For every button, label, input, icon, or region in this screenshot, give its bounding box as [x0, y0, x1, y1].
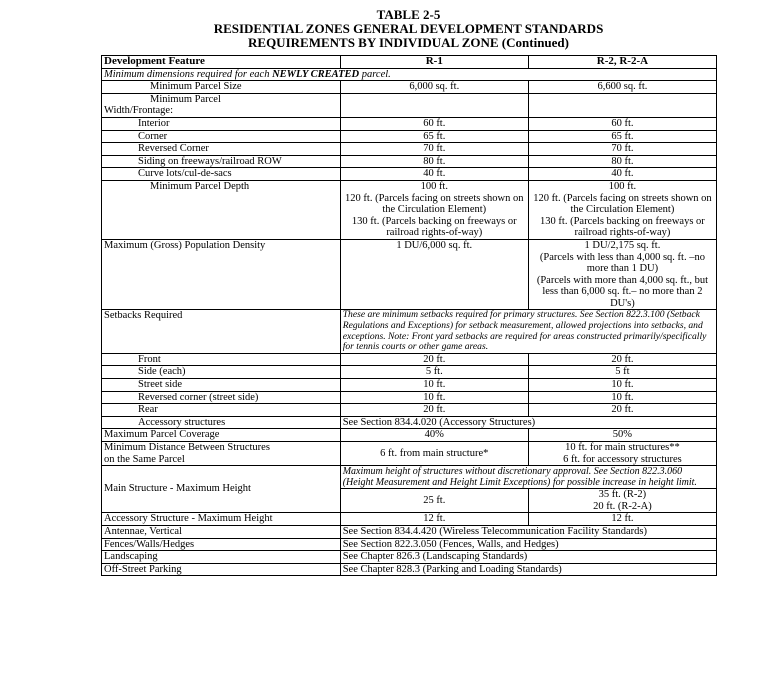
table-row: Street side 10 ft. 10 ft.	[102, 379, 717, 392]
setbacks-label: Setbacks Required	[102, 310, 341, 353]
parking-label: Off-Street Parking	[102, 563, 341, 576]
table-row: Reversed corner (street side) 10 ft. 10 ft.	[102, 391, 717, 404]
depth-r1: 100 ft. 120 ft. (Parcels facing on streets shown on the Circulation Element) 130 ft. (Parcels backing on freeways or railroad rights-of-way)	[340, 180, 528, 239]
main-height-note: Maximum height of structures without discretionary approval. See Section 822.3.060 (Height Measurement and Height Limit Exceptions) for possible increase in height limit.	[340, 466, 716, 489]
parking-value: See Chapter 828.3 (Parking and Loading Standards)	[340, 563, 716, 576]
landscaping-value: See Chapter 826.3 (Landscaping Standards)	[340, 551, 716, 564]
table-row: Curve lots/cul-de-sacs 40 ft. 40 ft.	[102, 168, 717, 181]
header-r1: R-1	[340, 56, 528, 69]
accessory-label: Accessory structures	[102, 416, 341, 429]
table-title	[100, 8, 717, 50]
antennae-value: See Section 834.4.420 (Wireless Telecommunication Facility Standards)	[340, 525, 716, 538]
depth-label: Minimum Parcel Depth	[102, 180, 341, 239]
table-row	[102, 538, 717, 551]
table-row: Rear 20 ft. 20 ft.	[102, 404, 717, 417]
acc-height-r2: 12 ft.	[528, 513, 716, 526]
accessory-value: See Section 834.4.020 (Accessory Structures)	[340, 416, 716, 429]
fences-value: See Section 822.3.050 (Fences, Walls, and Hedges)	[340, 538, 716, 551]
min-dims-row	[102, 68, 717, 81]
parcel-size-label: Minimum Parcel Size	[102, 81, 341, 94]
distance-r1: 6 ft. from main structure*	[340, 442, 528, 466]
main-height-r1: 25 ft.	[340, 489, 528, 513]
header-feature: Development Feature	[102, 56, 341, 69]
table-row	[102, 466, 717, 489]
header-r2: R-2, R-2-A	[528, 56, 716, 69]
coverage-r2: 50%	[528, 429, 716, 442]
header-row	[102, 56, 717, 69]
width-label: Interior	[102, 117, 341, 130]
title-line-1: TABLE 2-5	[376, 7, 441, 22]
density-r1: 1 DU/6,000 sq. ft.	[340, 239, 528, 310]
table-row	[102, 180, 717, 239]
coverage-label: Maximum Parcel Coverage	[102, 429, 341, 442]
table-row	[102, 563, 717, 576]
depth-r2: 100 ft. 120 ft. (Parcels facing on streets shown on the Circulation Element) 130 ft. (Parcels backing on freeways or railroad rights-of-way)	[528, 180, 716, 239]
distance-label: Minimum Distance Between Structures on the Same Parcel	[102, 442, 341, 466]
table-row	[102, 81, 717, 94]
table-row: Front 20 ft. 20 ft.	[102, 353, 717, 366]
acc-height-label: Accessory Structure - Maximum Height	[102, 513, 341, 526]
table-row	[102, 442, 717, 466]
fences-label: Fences/Walls/Hedges	[102, 538, 341, 551]
density-label: Maximum (Gross) Population Density	[102, 239, 341, 310]
table-row: Siding on freeways/railroad ROW 80 ft. 80 ft.	[102, 155, 717, 168]
parcel-size-r2: 6,600 sq. ft.	[528, 81, 716, 94]
title-line-3: REQUIREMENTS BY INDIVIDUAL ZONE (Continued)	[248, 35, 569, 50]
table-row	[102, 513, 717, 526]
table-row	[102, 551, 717, 564]
table-row: Corner 65 ft. 65 ft.	[102, 130, 717, 143]
acc-height-r1: 12 ft.	[340, 513, 528, 526]
landscaping-label: Landscaping	[102, 551, 341, 564]
table-row	[102, 429, 717, 442]
density-r2: 1 DU/2,175 sq. ft. (Parcels with less than 4,000 sq. ft. –no more than 1 DU) (Parcels with more than 4,000 sq. ft., but less than 6,000 sq. ft.– no more than 2 DU's)	[528, 239, 716, 310]
table-row	[102, 239, 717, 310]
standards-table	[101, 55, 717, 576]
title-line-2: RESIDENTIAL ZONES GENERAL DEVELOPMENT STANDARDS	[213, 21, 604, 36]
table-row: Interior 60 ft. 60 ft.	[102, 117, 717, 130]
main-height-r2: 35 ft. (R-2) 20 ft. (R-2-A)	[528, 489, 716, 513]
parcel-size-r1: 6,000 sq. ft.	[340, 81, 528, 94]
table-row	[102, 416, 717, 429]
table-row	[102, 525, 717, 538]
coverage-r1: 40%	[340, 429, 528, 442]
table-row: Side (each) 5 ft. 5 ft	[102, 366, 717, 379]
table-row: Reversed Corner 70 ft. 70 ft.	[102, 143, 717, 156]
table-row	[102, 310, 717, 353]
min-dims-note: Minimum dimensions required for each NEWLY CREATED parcel.	[102, 68, 717, 81]
main-height-label: Main Structure - Maximum Height	[102, 466, 341, 513]
setbacks-note: These are minimum setbacks required for primary structures. See Section 822.3.100 (Setback Regulations and Exceptions) for setback measurement, allowed projections into setbacks, and exceptions. Note: Front yard setbacks are required for areas constructed primarily/specifically for tennis courts or other game areas.	[340, 310, 716, 353]
width-label: Minimum Parcel Width/Frontage:	[102, 93, 341, 117]
table-row	[102, 93, 717, 117]
distance-r2: 10 ft. for main structures** 6 ft. for accessory structures	[528, 442, 716, 466]
antennae-label: Antennae, Vertical	[102, 525, 341, 538]
